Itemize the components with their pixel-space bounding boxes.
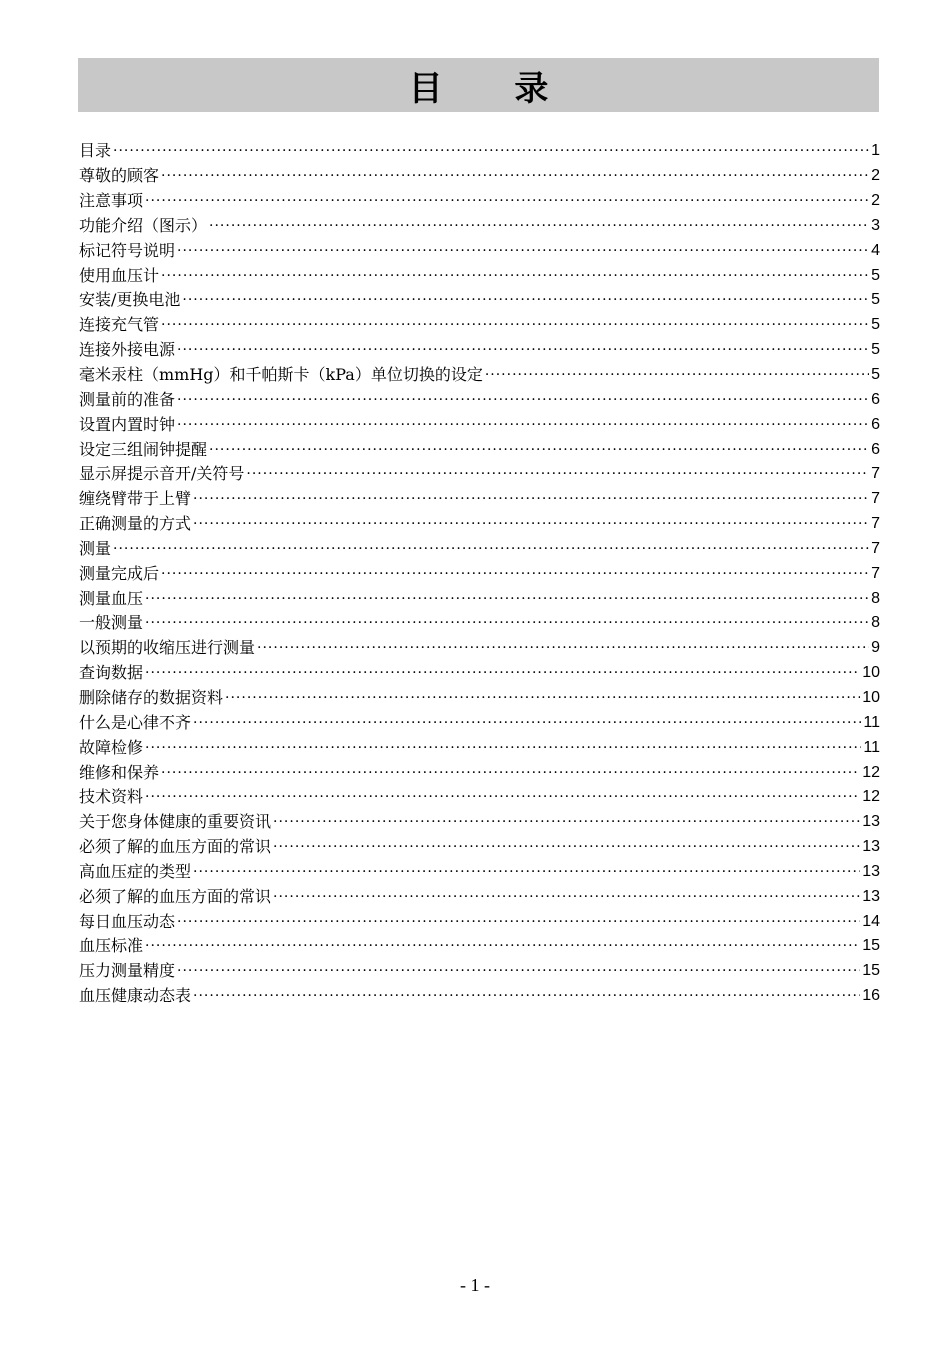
toc-entry-page: 9	[871, 639, 880, 657]
toc-entry[interactable]	[79, 835, 880, 860]
toc-entry-label: 必须了解的血压方面的常识	[79, 837, 272, 857]
toc-entry[interactable]	[79, 710, 880, 735]
toc-leader-dots	[145, 738, 861, 758]
toc-entry[interactable]	[79, 288, 880, 313]
toc-leader-dots	[161, 315, 869, 335]
toc-entry[interactable]	[79, 238, 880, 263]
toc-entry[interactable]	[79, 909, 880, 934]
toc-entry-page: 1	[871, 142, 880, 160]
toc-entry-page: 16	[862, 987, 880, 1005]
toc-entry-label: 什么是心律不齐	[79, 712, 192, 732]
title-bar	[78, 58, 879, 112]
toc-leader-dots	[145, 663, 860, 683]
toc-leader-dots	[193, 862, 860, 882]
toc-entry-page: 15	[862, 937, 880, 955]
toc-leader-dots	[177, 241, 869, 261]
toc-entry[interactable]	[79, 537, 880, 562]
toc-entry-label: 连接外接电源	[79, 340, 176, 360]
toc-entry-page: 7	[871, 465, 880, 483]
toc-entry-label: 故障检修	[79, 737, 144, 757]
toc-entry[interactable]	[79, 512, 880, 537]
toc-entry-page: 5	[871, 316, 880, 334]
toc-entry-page: 13	[862, 838, 880, 856]
toc-entry-label: 显示屏提示音开/关符号	[79, 464, 245, 484]
toc-leader-dots	[257, 638, 869, 658]
toc-leader-dots	[177, 340, 869, 360]
toc-entry-page: 3	[871, 216, 880, 234]
toc-leader-dots	[145, 936, 860, 956]
toc-entry[interactable]	[79, 263, 880, 288]
toc-entry[interactable]	[79, 412, 880, 437]
toc-entry[interactable]	[79, 611, 880, 636]
page-number: - 1 -	[460, 1275, 490, 1295]
toc-entry-page: 6	[871, 440, 880, 458]
toc-entry[interactable]	[79, 313, 880, 338]
toc-entry[interactable]	[79, 164, 880, 189]
toc-entry-label: 目录	[79, 141, 112, 161]
toc-leader-dots	[209, 216, 869, 236]
toc-entry-label: 血压健康动态表	[79, 986, 192, 1006]
toc-entry-page: 6	[871, 390, 880, 408]
toc-entry[interactable]	[79, 363, 880, 388]
toc-entry-label: 标记符号说明	[79, 240, 176, 260]
toc-entry-page: 5	[871, 266, 880, 284]
toc-entry-label: 以预期的收缩压进行测量	[79, 638, 256, 658]
toc-entry[interactable]	[79, 735, 880, 760]
toc-entry-label: 关于您身体健康的重要资讯	[79, 812, 272, 832]
toc-entry[interactable]	[79, 859, 880, 884]
toc-leader-dots	[246, 464, 869, 484]
toc-entry[interactable]	[79, 785, 880, 810]
toc-entry-label: 高血压症的类型	[79, 861, 192, 881]
toc-entry-page: 12	[862, 763, 880, 781]
toc-leader-dots	[161, 763, 860, 783]
toc-entry[interactable]	[79, 214, 880, 239]
toc-entry-label: 连接充气管	[79, 315, 160, 335]
toc-leader-dots	[225, 688, 860, 708]
toc-entry-label: 测量完成后	[79, 563, 160, 583]
toc-entry[interactable]	[79, 884, 880, 909]
toc-entry[interactable]	[79, 959, 880, 984]
toc-entry[interactable]	[79, 636, 880, 661]
toc-leader-dots	[485, 365, 869, 385]
toc-entry[interactable]	[79, 387, 880, 412]
toc-leader-dots	[177, 912, 860, 932]
toc-entry-page: 15	[862, 962, 880, 980]
toc-entry-label: 维修和保养	[79, 762, 160, 782]
toc-entry-page: 6	[871, 415, 880, 433]
toc-entry[interactable]	[79, 462, 880, 487]
toc-entry-page: 5	[871, 291, 880, 309]
toc-leader-dots	[177, 415, 869, 435]
toc-entry-label: 删除储存的数据资料	[79, 687, 224, 707]
toc-entry-page: 11	[863, 713, 880, 731]
toc-entry[interactable]	[79, 661, 880, 686]
toc-entry-page: 5	[871, 366, 880, 384]
toc-entry-label: 一般测量	[79, 613, 144, 633]
toc-leader-dots	[161, 266, 869, 286]
toc-leader-dots	[193, 713, 861, 733]
toc-entry-label: 压力测量精度	[79, 961, 176, 981]
toc-leader-dots	[145, 787, 860, 807]
toc-entry[interactable]	[79, 437, 880, 462]
toc-entry-page: 13	[862, 862, 880, 880]
toc-entry-label: 必须了解的血压方面的常识	[79, 886, 272, 906]
toc-leader-dots	[145, 191, 869, 211]
toc-entry[interactable]	[79, 139, 880, 164]
toc-entry[interactable]	[79, 984, 880, 1009]
toc-entry-label: 查询数据	[79, 663, 144, 683]
table-of-contents	[79, 139, 880, 1009]
toc-entry-label: 正确测量的方式	[79, 514, 192, 534]
toc-entry-page: 2	[871, 192, 880, 210]
toc-entry-page: 13	[862, 813, 880, 831]
toc-entry-label: 测量	[79, 538, 112, 558]
toc-leader-dots	[193, 514, 869, 534]
toc-entry-label: 测量前的准备	[79, 389, 176, 409]
toc-entry[interactable]	[79, 338, 880, 363]
toc-entry[interactable]	[79, 189, 880, 214]
toc-entry-label: 功能介绍（图示）	[79, 215, 208, 235]
toc-entry-page: 10	[862, 664, 880, 682]
toc-entry-page: 5	[871, 341, 880, 359]
toc-leader-dots	[193, 986, 860, 1006]
toc-entry-label: 毫米汞柱（mmHg）和千帕斯卡（kPa）单位切换的设定	[79, 365, 483, 385]
toc-entry-page: 8	[871, 589, 880, 607]
toc-entry-page: 7	[871, 515, 880, 533]
toc-leader-dots	[273, 837, 860, 857]
toc-entry-label: 血压标准	[79, 936, 144, 956]
toc-leader-dots	[182, 290, 869, 310]
toc-entry-label: 注意事项	[79, 191, 144, 211]
toc-leader-dots	[273, 812, 860, 832]
toc-entry-page: 13	[862, 887, 880, 905]
toc-entry[interactable]	[79, 934, 880, 959]
toc-entry-page: 7	[871, 539, 880, 557]
toc-entry-label: 设定三组闹钟提醒	[79, 439, 208, 459]
toc-entry-page: 14	[862, 912, 880, 930]
toc-entry[interactable]	[79, 810, 880, 835]
toc-leader-dots	[193, 489, 869, 509]
toc-entry[interactable]	[79, 760, 880, 785]
toc-leader-dots	[161, 564, 869, 584]
toc-entry[interactable]	[79, 686, 880, 711]
toc-leader-dots	[113, 539, 869, 559]
toc-entry-label: 技术资料	[79, 787, 144, 807]
toc-entry-label: 使用血压计	[79, 265, 160, 285]
toc-entry-page: 7	[871, 490, 880, 508]
toc-entry-label: 缠绕臂带于上臂	[79, 489, 192, 509]
toc-leader-dots	[113, 141, 869, 161]
toc-entry-page: 12	[862, 788, 880, 806]
toc-leader-dots	[161, 166, 869, 186]
toc-entry-page: 4	[871, 241, 880, 259]
toc-entry-label: 尊敬的顾客	[79, 166, 160, 186]
toc-entry-label: 设置内置时钟	[79, 414, 176, 434]
toc-entry-label: 测量血压	[79, 588, 144, 608]
toc-leader-dots	[209, 440, 869, 460]
toc-leader-dots	[273, 887, 860, 907]
toc-entry[interactable]	[79, 487, 880, 512]
toc-leader-dots	[145, 589, 869, 609]
toc-leader-dots	[145, 613, 869, 633]
toc-entry[interactable]	[79, 561, 880, 586]
toc-entry-label: 每日血压动态	[79, 911, 176, 931]
page-title: 目 录	[408, 68, 579, 109]
toc-entry-page: 7	[871, 564, 880, 582]
toc-entry-page: 8	[871, 614, 880, 632]
toc-leader-dots	[177, 961, 860, 981]
toc-leader-dots	[177, 390, 869, 410]
toc-entry-page: 11	[863, 738, 880, 756]
toc-entry-page: 2	[871, 167, 880, 185]
toc-entry-label: 安装/更换电池	[79, 290, 181, 310]
toc-entry[interactable]	[79, 586, 880, 611]
toc-entry-page: 10	[862, 688, 880, 706]
